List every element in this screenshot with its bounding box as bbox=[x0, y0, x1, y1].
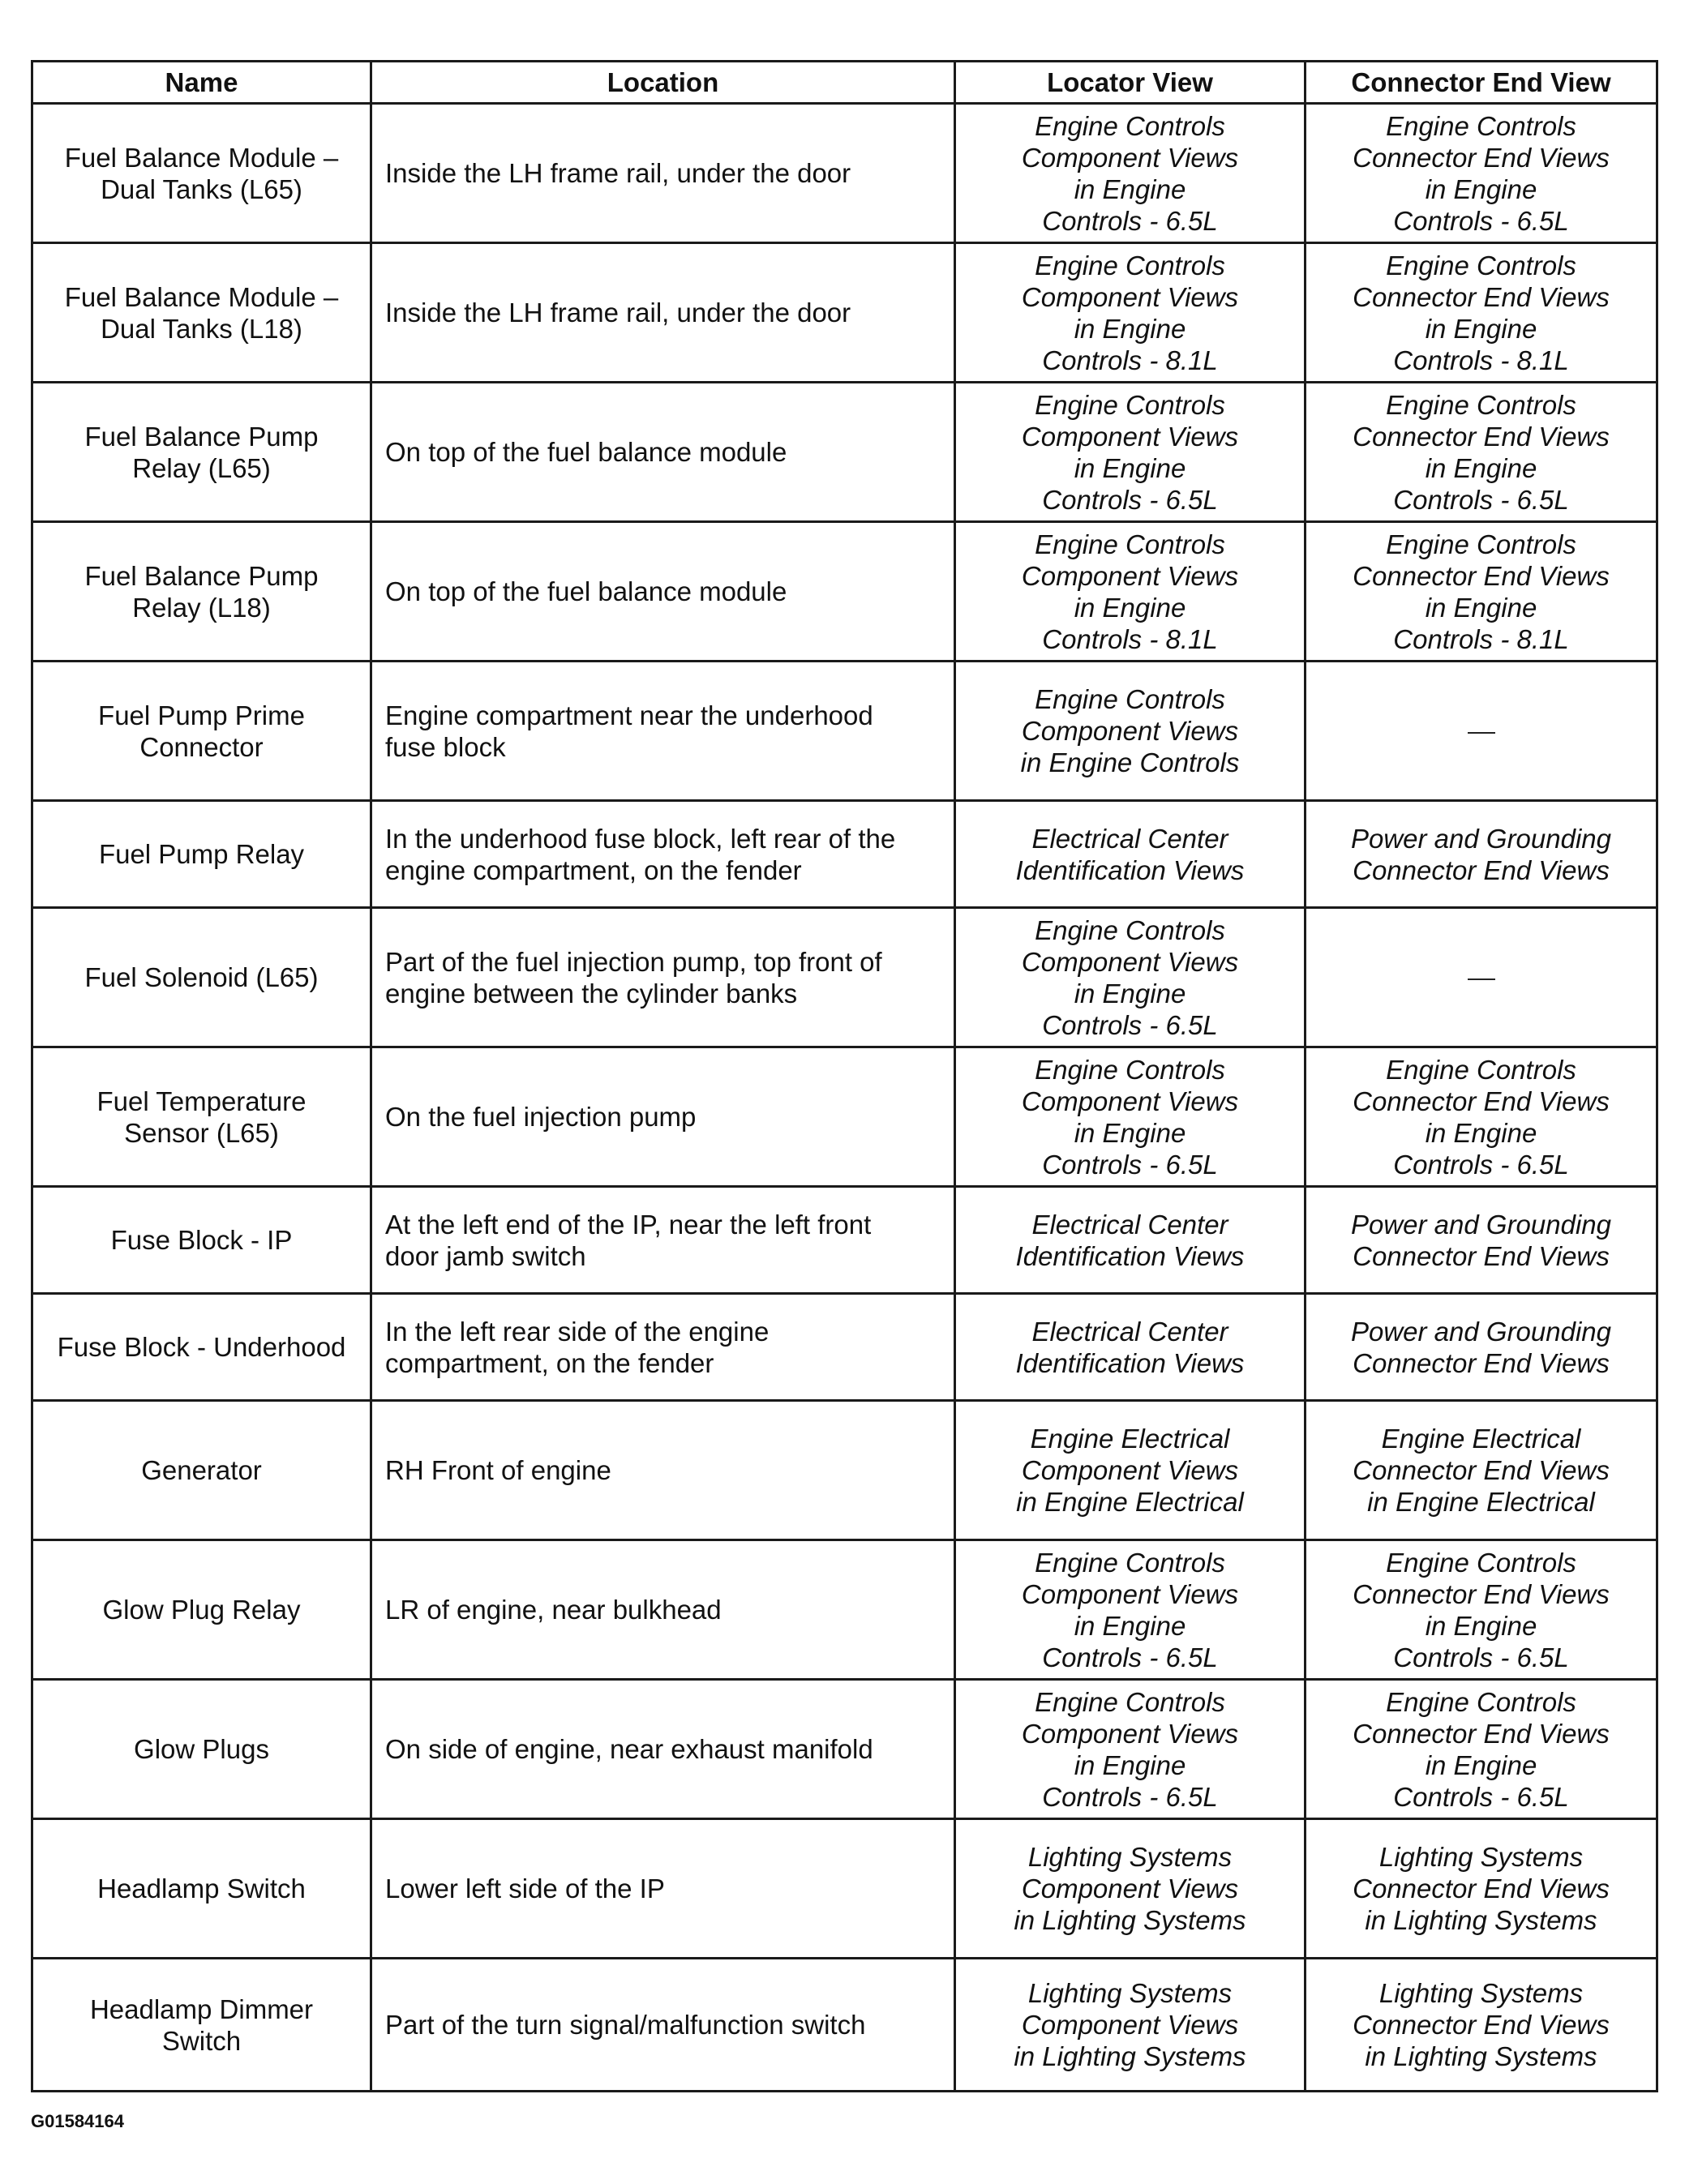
cell-line: Part of the fuel injection pump, top front of bbox=[385, 946, 882, 977]
table-row bbox=[32, 383, 1657, 522]
cell-line: Switch bbox=[161, 2025, 242, 2056]
cell-line: Connector End Views bbox=[1353, 1347, 1610, 1378]
cell-line: Controls - 6.5L bbox=[1393, 1149, 1569, 1180]
cell-line: in Engine bbox=[1074, 1749, 1186, 1780]
cell-line: in Engine bbox=[1425, 592, 1537, 623]
cell-location bbox=[371, 1294, 955, 1401]
cell-locator-view bbox=[955, 1187, 1306, 1294]
cell-line: Engine Controls bbox=[1035, 684, 1225, 714]
cell-line: Component Views bbox=[1021, 946, 1239, 977]
cell-name bbox=[32, 104, 371, 243]
table-row bbox=[32, 1540, 1657, 1680]
cell-line: in Engine bbox=[1074, 313, 1186, 344]
cell-line: At the left end of the IP, near the left front bbox=[385, 1209, 872, 1240]
cell-line: Controls - 6.5L bbox=[1042, 484, 1218, 515]
cell-line: in Engine bbox=[1074, 452, 1186, 483]
cell-line: Engine Controls bbox=[1386, 529, 1576, 559]
cell-line: Fuse Block - Underhood bbox=[57, 1332, 346, 1362]
cell-line: Electrical Center bbox=[1031, 1316, 1228, 1347]
cell-locator-view bbox=[955, 243, 1306, 383]
cell-line: in Engine Controls bbox=[1020, 747, 1240, 777]
cell-line: Power and Grounding bbox=[1350, 1316, 1612, 1347]
cell-line: Controls - 8.1L bbox=[1042, 345, 1218, 375]
cell-line: Power and Grounding bbox=[1350, 1209, 1612, 1240]
cell-line: Component Views bbox=[1021, 142, 1239, 173]
cell-connector-end-view bbox=[1306, 908, 1657, 1047]
cell-location bbox=[371, 1540, 955, 1680]
cell-line: in Engine bbox=[1074, 173, 1186, 204]
cell-line: Component Views bbox=[1021, 1578, 1239, 1609]
cell-locator-view bbox=[955, 662, 1306, 801]
cell-line: Connector End Views bbox=[1353, 560, 1610, 591]
cell-line: Controls - 6.5L bbox=[1042, 1781, 1218, 1812]
cell-line: Fuel Temperature bbox=[96, 1086, 307, 1116]
cell-location bbox=[371, 1401, 955, 1540]
cell-line: Engine Controls bbox=[1386, 389, 1576, 420]
cell-line: Engine Controls bbox=[1035, 250, 1225, 280]
cell-name bbox=[32, 801, 371, 908]
cell-line: Fuel Balance Pump bbox=[84, 421, 319, 452]
cell-line: Component Views bbox=[1021, 281, 1239, 312]
cell-line: Engine Electrical bbox=[1030, 1424, 1230, 1454]
cell-line: Connector End Views bbox=[1353, 1240, 1610, 1271]
cell-locator-view bbox=[955, 1959, 1306, 2092]
cell-connector-end-view bbox=[1306, 1540, 1657, 1680]
cell-line: Engine Controls bbox=[1035, 389, 1225, 420]
cell-location bbox=[371, 383, 955, 522]
cell-line: in Engine bbox=[1425, 1749, 1537, 1780]
cell-name bbox=[32, 908, 371, 1047]
cell-line: RH Front of engine bbox=[385, 1455, 611, 1485]
cell-line: Generator bbox=[141, 1455, 262, 1485]
cell-line: in Engine Electrical bbox=[1367, 1487, 1595, 1517]
table-row bbox=[32, 662, 1657, 801]
cell-line: Part of the turn signal/malfunction switch bbox=[385, 2010, 866, 2040]
cell-line: Engine Controls bbox=[1035, 1686, 1225, 1717]
cell-connector-end-view bbox=[1306, 1294, 1657, 1401]
cell-location bbox=[371, 1819, 955, 1959]
cell-line: Dual Tanks (L65) bbox=[101, 173, 302, 204]
cell-connector-end-view bbox=[1306, 243, 1657, 383]
cell-line: Lower left side of the IP bbox=[385, 1874, 665, 1904]
cell-line: Controls - 6.5L bbox=[1042, 205, 1218, 236]
column-header-name: Name bbox=[32, 62, 371, 104]
cell-line: in Engine bbox=[1425, 452, 1537, 483]
component-location-table bbox=[31, 60, 1658, 2092]
cell-line: Engine Controls bbox=[1035, 1547, 1225, 1578]
cell-line: Controls - 6.5L bbox=[1393, 205, 1569, 236]
cell-line: in Engine bbox=[1425, 173, 1537, 204]
cell-line: Controls - 8.1L bbox=[1393, 623, 1569, 654]
cell-location bbox=[371, 1959, 955, 2092]
cell-name bbox=[32, 1680, 371, 1819]
cell-locator-view bbox=[955, 1401, 1306, 1540]
table-row bbox=[32, 1680, 1657, 1819]
table-row bbox=[32, 1187, 1657, 1294]
table-row bbox=[32, 908, 1657, 1047]
cell-line: Component Views bbox=[1021, 1718, 1239, 1749]
table-row bbox=[32, 1959, 1657, 2092]
cell-locator-view bbox=[955, 1294, 1306, 1401]
cell-line: Engine compartment near the underhood bbox=[385, 700, 873, 730]
cell-line: Controls - 6.5L bbox=[1393, 484, 1569, 515]
cell-line: Engine Electrical bbox=[1381, 1424, 1581, 1454]
table-row bbox=[32, 801, 1657, 908]
cell-connector-end-view bbox=[1306, 1819, 1657, 1959]
cell-line: In the underhood fuse block, left rear of the bbox=[385, 823, 896, 854]
cell-line: Connector End Views bbox=[1353, 1874, 1610, 1904]
cell-connector-end-view bbox=[1306, 801, 1657, 908]
cell-line: Component Views bbox=[1021, 2010, 1239, 2040]
cell-line: Component Views bbox=[1021, 1086, 1239, 1116]
cell-connector-end-view bbox=[1306, 1401, 1657, 1540]
cell-name bbox=[32, 1047, 371, 1187]
table-row bbox=[32, 1819, 1657, 1959]
cell-line: Component Views bbox=[1021, 421, 1239, 452]
cell-line: Connector End Views bbox=[1353, 1718, 1610, 1749]
cell-connector-end-view bbox=[1306, 522, 1657, 662]
table-row bbox=[32, 104, 1657, 243]
cell-line: Lighting Systems bbox=[1027, 1978, 1233, 2008]
cell-name bbox=[32, 1401, 371, 1540]
cell-line: engine compartment, on the fender bbox=[385, 854, 802, 885]
cell-line: Controls - 6.5L bbox=[1393, 1642, 1569, 1672]
cell-line: Dual Tanks (L18) bbox=[101, 313, 302, 344]
cell-line: Engine Controls bbox=[1386, 1686, 1576, 1717]
cell-line: On top of the fuel balance module bbox=[385, 576, 787, 606]
cell-line: Controls - 6.5L bbox=[1393, 1781, 1569, 1812]
cell-line: in Lighting Systems bbox=[1365, 1905, 1597, 1935]
cell-line: Fuse Block - IP bbox=[110, 1225, 293, 1255]
cell-line: Component Views bbox=[1021, 716, 1239, 746]
cell-name bbox=[32, 522, 371, 662]
cell-location bbox=[371, 522, 955, 662]
cell-line: Component Views bbox=[1021, 1455, 1239, 1485]
cell-line: in Lighting Systems bbox=[1014, 2041, 1246, 2071]
cell-name bbox=[32, 662, 371, 801]
cell-line: Connector End Views bbox=[1353, 1455, 1610, 1485]
cell-line: Connector bbox=[139, 731, 264, 762]
cell-line: Connector End Views bbox=[1353, 854, 1610, 885]
cell-line: Connector End Views bbox=[1353, 421, 1610, 452]
table-row bbox=[32, 1401, 1657, 1540]
cell-line: Glow Plug Relay bbox=[102, 1595, 301, 1625]
cell-line: Identification Views bbox=[1015, 854, 1245, 885]
cell-line: Glow Plugs bbox=[134, 1734, 269, 1764]
cell-line: Fuel Pump Relay bbox=[98, 839, 305, 869]
cell-line: Inside the LH frame rail, under the door bbox=[385, 298, 851, 328]
cell-line: Controls - 6.5L bbox=[1042, 1009, 1218, 1040]
cell-line: Engine Controls bbox=[1386, 250, 1576, 280]
cell-location bbox=[371, 104, 955, 243]
cell-locator-view bbox=[955, 1819, 1306, 1959]
cell-line: Engine Controls bbox=[1035, 110, 1225, 141]
table-body bbox=[32, 104, 1657, 2092]
column-header-location: Location bbox=[371, 62, 955, 104]
cell-name bbox=[32, 383, 371, 522]
cell-connector-end-view bbox=[1306, 662, 1657, 801]
cell-line: in Engine bbox=[1074, 592, 1186, 623]
cell-location bbox=[371, 801, 955, 908]
cell-line: in Engine bbox=[1074, 978, 1186, 1008]
cell-line: Component Views bbox=[1021, 560, 1239, 591]
cell-line: Identification Views bbox=[1015, 1240, 1245, 1271]
cell-locator-view bbox=[955, 522, 1306, 662]
cell-name bbox=[32, 1294, 371, 1401]
cell-line: Relay (L65) bbox=[132, 452, 271, 483]
cell-line: Engine Controls bbox=[1386, 1547, 1576, 1578]
cell-line: Headlamp Switch bbox=[97, 1874, 306, 1904]
cell-connector-end-view bbox=[1306, 383, 1657, 522]
cell-line: in Engine bbox=[1425, 313, 1537, 344]
cell-connector-end-view bbox=[1306, 104, 1657, 243]
cell-line: in Engine bbox=[1425, 1117, 1537, 1148]
cell-line: Sensor (L65) bbox=[124, 1117, 279, 1148]
figure-id: G01584164 bbox=[31, 2111, 124, 2131]
column-header-locator-view: Locator View bbox=[955, 62, 1306, 104]
cell-line: in Lighting Systems bbox=[1014, 1905, 1246, 1935]
cell-line: Lighting Systems bbox=[1027, 1842, 1233, 1872]
cell-line: Fuel Balance Module – bbox=[64, 142, 339, 173]
cell-line: Component Views bbox=[1021, 1874, 1239, 1904]
cell-location bbox=[371, 662, 955, 801]
cell-line: Fuel Balance Module – bbox=[64, 281, 339, 312]
cell-line: in Engine Electrical bbox=[1016, 1487, 1244, 1517]
cell-line: in Engine bbox=[1074, 1610, 1186, 1641]
cell-location bbox=[371, 1187, 955, 1294]
cell-location bbox=[371, 908, 955, 1047]
empty-dash bbox=[1468, 979, 1495, 980]
table-row bbox=[32, 1294, 1657, 1401]
cell-line: Headlamp Dimmer bbox=[89, 1993, 314, 2024]
cell-line: Controls - 8.1L bbox=[1393, 345, 1569, 375]
cell-line: Fuel Solenoid (L65) bbox=[84, 962, 319, 992]
cell-locator-view bbox=[955, 801, 1306, 908]
table-row bbox=[32, 522, 1657, 662]
cell-line: in Engine bbox=[1074, 1117, 1186, 1148]
empty-dash bbox=[1468, 732, 1495, 734]
cell-line: Lighting Systems bbox=[1378, 1978, 1584, 2008]
cell-line: compartment, on the fender bbox=[385, 1347, 714, 1378]
cell-line: fuse block bbox=[385, 731, 506, 762]
cell-locator-view bbox=[955, 1047, 1306, 1187]
cell-line: On side of engine, near exhaust manifold bbox=[385, 1734, 873, 1764]
cell-name bbox=[32, 1540, 371, 1680]
cell-locator-view bbox=[955, 383, 1306, 522]
cell-line: in Engine bbox=[1425, 1610, 1537, 1641]
cell-line: In the left rear side of the engine bbox=[385, 1316, 770, 1347]
table-header-row bbox=[32, 62, 1657, 104]
cell-connector-end-view bbox=[1306, 1047, 1657, 1187]
cell-line: Controls - 6.5L bbox=[1042, 1642, 1218, 1672]
cell-location bbox=[371, 1680, 955, 1819]
cell-line: Power and Grounding bbox=[1350, 823, 1612, 854]
cell-line: Connector End Views bbox=[1353, 1086, 1610, 1116]
cell-line: Electrical Center bbox=[1031, 1209, 1228, 1240]
cell-line: Controls - 6.5L bbox=[1042, 1149, 1218, 1180]
cell-line: door jamb switch bbox=[385, 1240, 586, 1271]
cell-name bbox=[32, 1819, 371, 1959]
cell-line: Relay (L18) bbox=[132, 592, 271, 623]
cell-connector-end-view bbox=[1306, 1680, 1657, 1819]
cell-line: Controls - 8.1L bbox=[1042, 623, 1218, 654]
cell-line: Lighting Systems bbox=[1378, 1842, 1584, 1872]
cell-line: Connector End Views bbox=[1353, 142, 1610, 173]
cell-line: Identification Views bbox=[1015, 1347, 1245, 1378]
cell-line: in Lighting Systems bbox=[1365, 2041, 1597, 2071]
cell-line: Connector End Views bbox=[1353, 2010, 1610, 2040]
cell-line: On the fuel injection pump bbox=[385, 1102, 697, 1132]
cell-line: Connector End Views bbox=[1353, 1578, 1610, 1609]
cell-line: Connector End Views bbox=[1353, 281, 1610, 312]
cell-locator-view bbox=[955, 1540, 1306, 1680]
cell-line: Engine Controls bbox=[1386, 1054, 1576, 1085]
cell-line: On top of the fuel balance module bbox=[385, 437, 787, 467]
cell-line: Electrical Center bbox=[1031, 823, 1228, 854]
cell-locator-view bbox=[955, 1680, 1306, 1819]
cell-location bbox=[371, 243, 955, 383]
cell-name bbox=[32, 1187, 371, 1294]
cell-line: LR of engine, near bulkhead bbox=[385, 1595, 722, 1625]
cell-location bbox=[371, 1047, 955, 1187]
table-row bbox=[32, 1047, 1657, 1187]
cell-line: Engine Controls bbox=[1035, 914, 1225, 945]
cell-line: Inside the LH frame rail, under the door bbox=[385, 158, 851, 188]
cell-line: Engine Controls bbox=[1035, 529, 1225, 559]
cell-line: engine between the cylinder banks bbox=[385, 978, 798, 1008]
cell-line: Engine Controls bbox=[1035, 1054, 1225, 1085]
column-header-connector-end-view: Connector End View bbox=[1306, 62, 1657, 104]
cell-connector-end-view bbox=[1306, 1959, 1657, 2092]
cell-locator-view bbox=[955, 104, 1306, 243]
cell-locator-view bbox=[955, 908, 1306, 1047]
cell-line: Fuel Balance Pump bbox=[84, 560, 319, 591]
cell-name bbox=[32, 243, 371, 383]
cell-name bbox=[32, 1959, 371, 2092]
table-row bbox=[32, 243, 1657, 383]
cell-line: Engine Controls bbox=[1386, 110, 1576, 141]
cell-line: Fuel Pump Prime bbox=[98, 700, 305, 730]
cell-connector-end-view bbox=[1306, 1187, 1657, 1294]
